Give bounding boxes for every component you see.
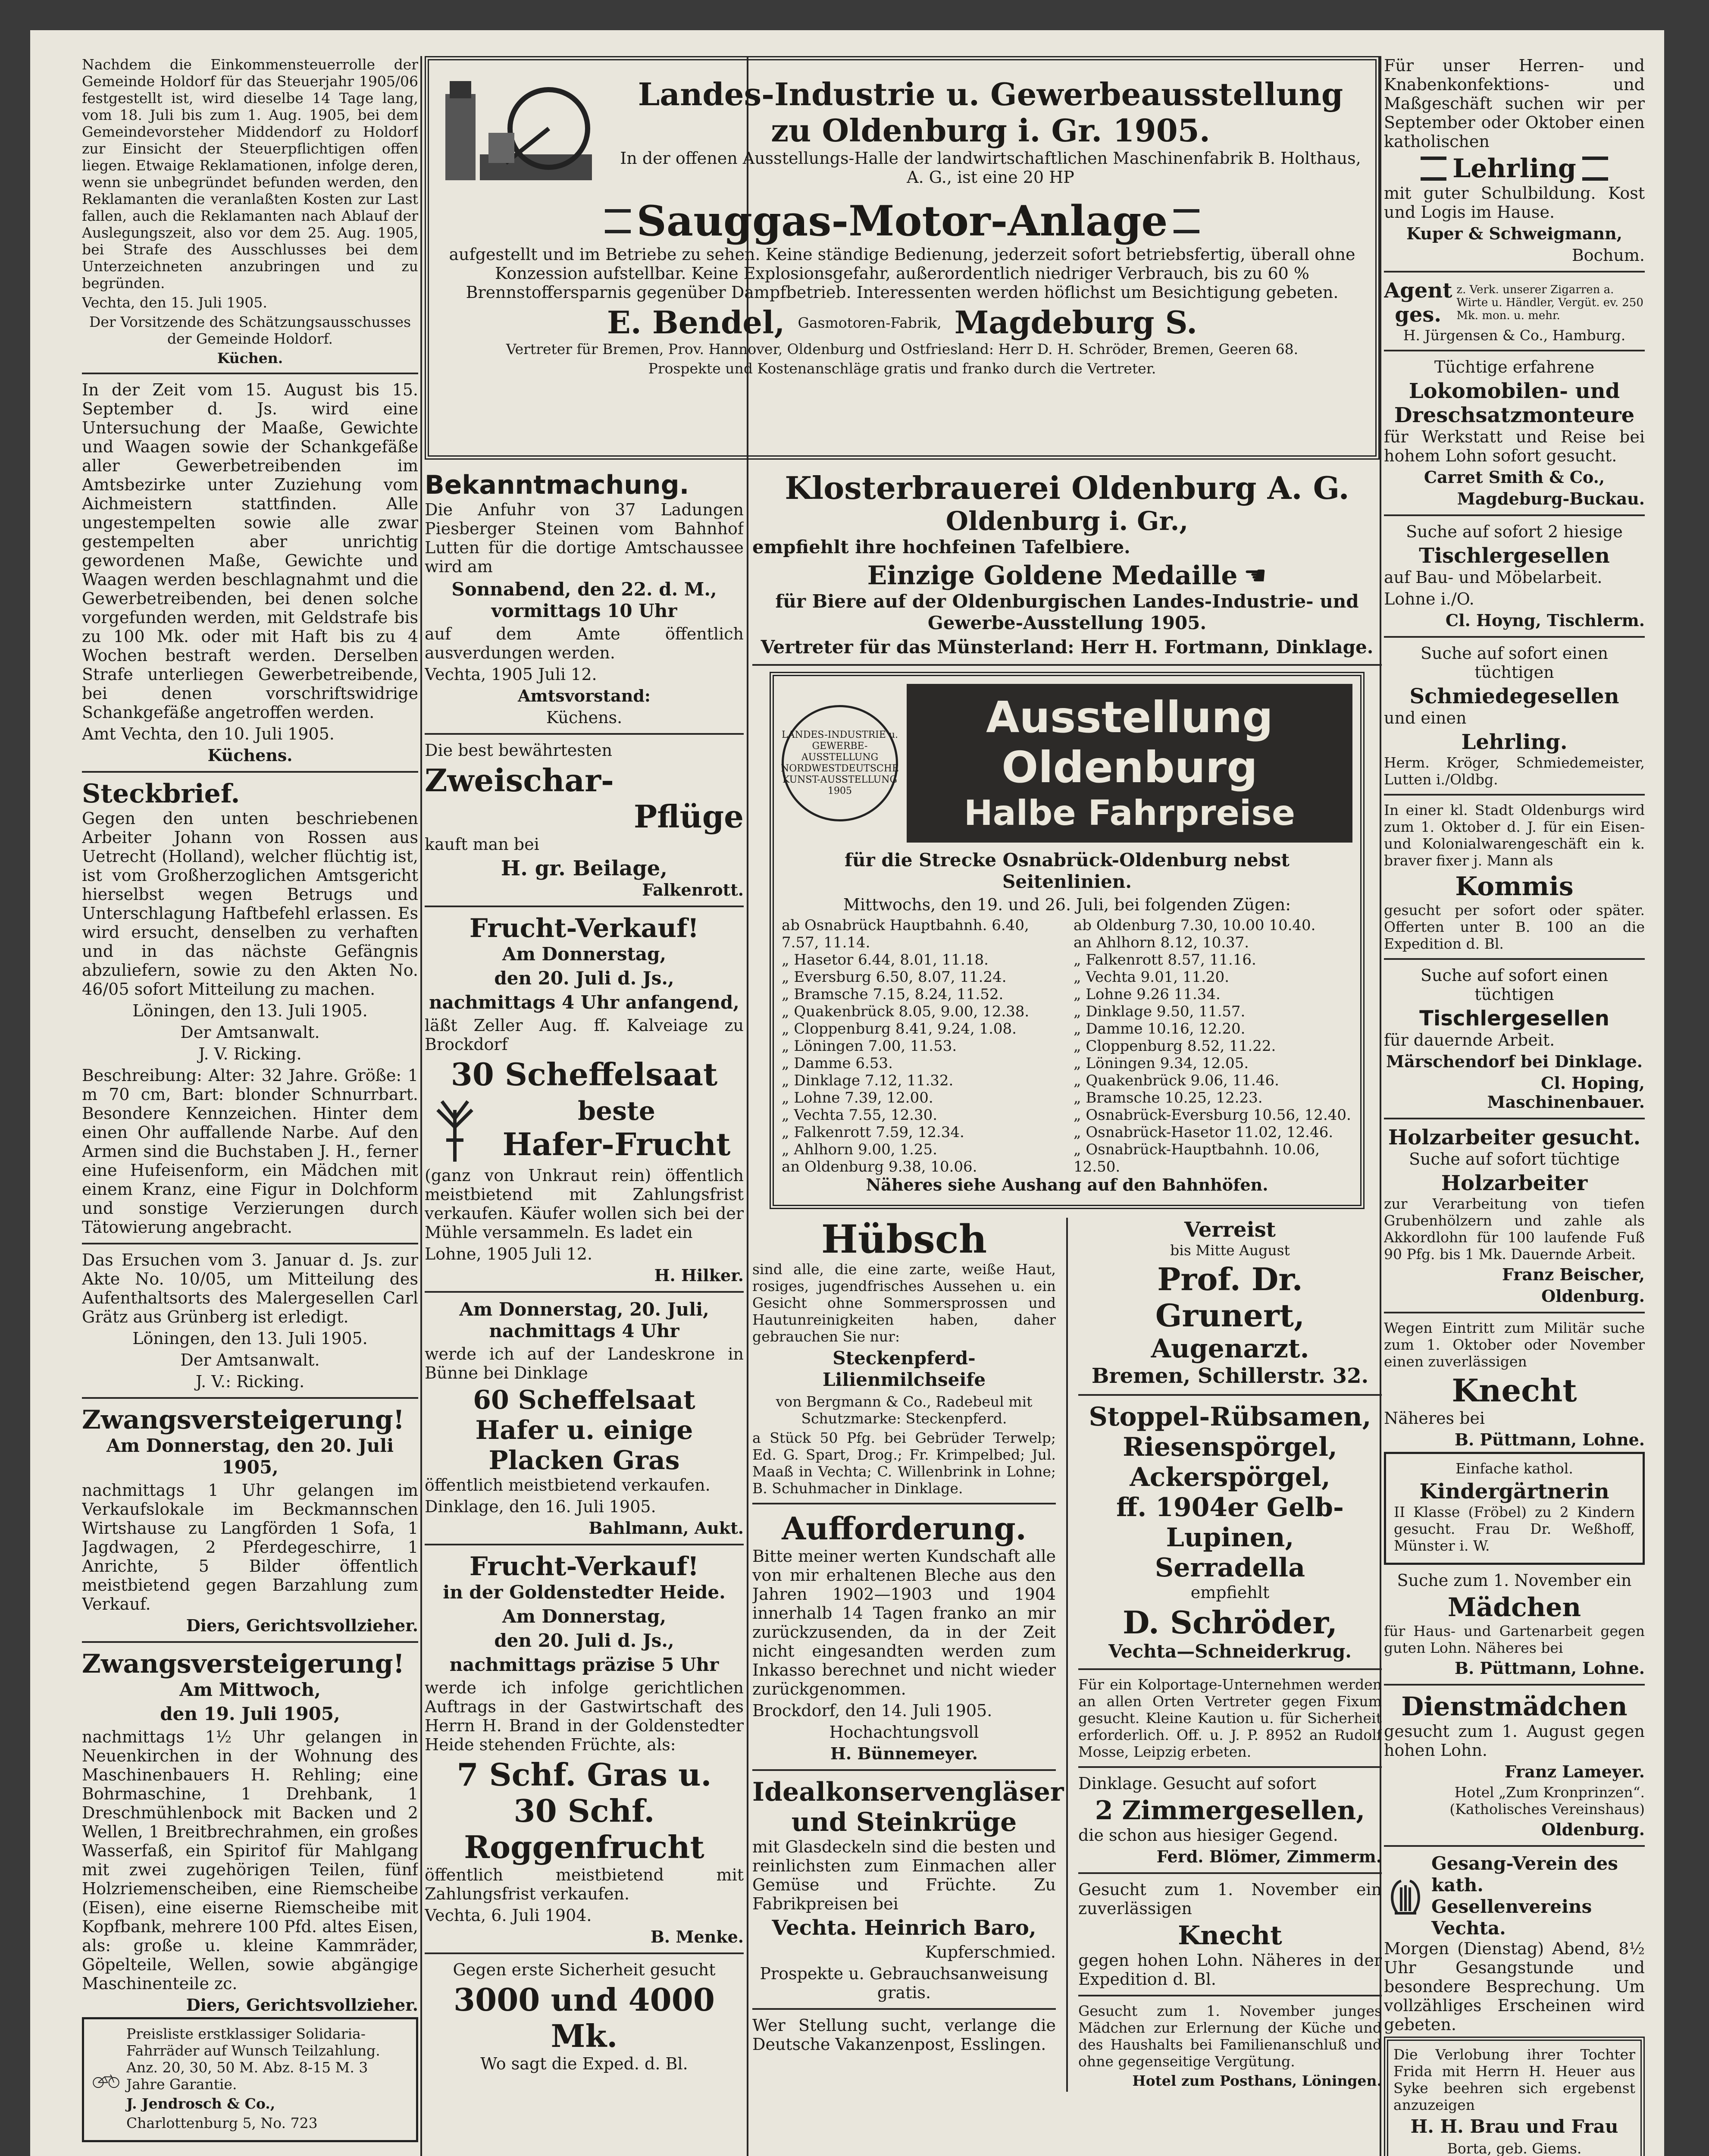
train-heading: Mittwochs, den 19. und 26. Juli, bei folgenden Zügen:	[843, 895, 1291, 914]
notice-text: Nachdem die Einkommensteuerrolle der Gemeinde Holdorf für das Steuerjahr 1905/06 festgestellt ist, wird dieselbe 14 Tage lang, vom 18. Juli bis zum 1. Aug. 1905, bei dem Gemeindevorsteher Middendorf zu Holdorf zur Einsicht der Steuerpflichtigen offen liegen. Etwaige Reklamationen, infolge deren, wenn sie unbegründet befunden werden, den Reklamanten die veranlaßten Kosten zur Last fallen, auch die Reklamanten nach Ablauf der Auslegungszeit, also vor dem 25. Aug. 1905, bei Strafe des Ausschlusses bei dem Unterzeichneten anzubringen und zu begründen.	[82, 56, 418, 291]
column-divider	[420, 56, 422, 2156]
ad-text: Preisliste erstklassiger Solidaria-Fahrräder auf Wunsch Teilzahlung. Anz. 20, 30, 50 M. Abz. 8-15 M. 3 Jahre Garantie.	[126, 2025, 380, 2093]
ad-text: (ganz von Unkraut rein) öffentlich meistbietend mit Zahlungsfrist verkaufen. Käufer wollen sich bei der Mühle versammeln. Es ladet ein	[425, 1166, 744, 1242]
ad-text: Vertreter für Bremen, Prov. Hannover, Oldenburg und Ostfriesland: Herr D. H. Schröder, Bremen, Geeren 68.	[506, 341, 1299, 357]
grunert-role: Augenarzt.	[1151, 1334, 1309, 1364]
fv-date: Vechta, 6. Juli 1904.	[425, 1906, 592, 1925]
fv-signature: H. Hilker.	[654, 1266, 744, 1285]
pflug-title: Pflüge	[634, 798, 744, 835]
ad-text: öffentlich meistbietend verkaufen.	[425, 1476, 711, 1495]
verlobung-box	[1384, 2037, 1645, 2156]
seed-item: Stoppel-Rübsamen,	[1089, 1402, 1371, 1432]
ad-text: Prospekte und Kostenanschläge gratis und franko durch die Vertreter.	[648, 360, 1156, 377]
train-row: ab Osnabrück Hauptbahnh. 6.40, 7.57, 11.14.	[782, 917, 1029, 951]
sauggas-ad	[425, 56, 1380, 460]
verreist-title: Verreist	[1184, 1218, 1276, 1242]
ad-text: Gesucht zum 1. November junges Mädchen zur Erlernung der Küche und des Haushalts bei Familienanschluß und ohne gegenseitige Vergütung.	[1078, 2002, 1382, 2070]
exhibition-title: Landes-Industrie u. Gewerbeausstellung	[638, 76, 1343, 113]
ad-text: Für ein Kolportage-Unternehmen werden an allen Orten Vertreter gegen Fixum gesucht. Kleine Kaution u. für Sicherheit erforderlich. Off. u. J. P. 8952 an Rudolf Mosse, Leipzig erbeten.	[1078, 1676, 1382, 1760]
ad-text: Dinklage. Gesucht auf sofort	[1078, 1774, 1316, 1793]
col3-right	[1078, 1218, 1382, 2092]
ad-signature: B. Püttmann, Lohne.	[1454, 1430, 1645, 1449]
grunert-address: Bremen, Schillerstr. 32.	[1091, 1364, 1369, 1388]
divider	[1078, 1668, 1382, 1670]
fv-date: den 20. Juli d. Js.,	[494, 968, 674, 989]
decorative-bars-icon	[605, 209, 631, 233]
knecht-title: Knecht	[1178, 1921, 1282, 1951]
ad-firm: J. Jendrosch & Co.,	[126, 2095, 275, 2112]
notice-signature: Diers, Gerichtsvollzieher.	[186, 1616, 418, 1635]
train-row: „ Cloppenburg 8.41, 9.24, 1.08.	[782, 1020, 1017, 1037]
fv-amount: 60 Scheffelsaat	[473, 1385, 695, 1415]
ad-text: mit guter Schulbildung. Kost und Logis im Hause.	[1384, 184, 1645, 222]
train-row: „ Cloppenburg 8.52, 11.22.	[1074, 1037, 1276, 1055]
train-row: „ Eversburg 6.50, 8.07, 11.24.	[782, 968, 1007, 986]
notice-text: auf dem Amte öffentlich ausverdungen werden.	[425, 624, 744, 662]
divider	[425, 1544, 744, 1545]
notice-text: nachmittags 1½ Uhr gelangen in Neuenkirchen in der Wohnung des Maschinenbauers H. Rehling; eine Bohrmaschine, 1 Drehbank, 1 Dreschmühlenbock mit Backen und 2 Wellen, 1 Breitbrechrahmen, ein großes Wasserfaß, ein Spiritof für Mahlgang mit zwei zugehörigen Teilen, fünf Holzriemenscheiben, eine Riemscheibe (Eisen), eine eiserne Riemscheibe mit Kopfbank, mehrere 100 Pfd. altes Eisen, als: große u. kleine Kammräder, Göpelteile, Wellen, sowie abgängige Maschinenteile zc.	[82, 1727, 418, 1993]
kloster-city: Oldenburg i. Gr.,	[945, 506, 1189, 536]
notice-signature: J. V. Ricking.	[198, 1044, 302, 1063]
ad-text: Gegen erste Sicherheit gesucht	[453, 1960, 716, 1979]
pflug-title: Zweischar-	[425, 762, 614, 799]
seed-item: Ackerspörgel,	[1130, 1462, 1330, 1492]
tischler-title: Tischlergesellen	[1419, 1006, 1609, 1031]
ad-signature: Herm. Kröger, Schmiedemeister, Lutten i./Oldbg.	[1384, 754, 1645, 788]
schmied-lehrling: Lehrling.	[1461, 730, 1568, 754]
oldenburg-ad-wrapper	[425, 56, 1380, 466]
ausstellung-ad	[770, 672, 1365, 1209]
train-row: „ Falkenrott 8.57, 11.16.	[1074, 951, 1256, 968]
train-row: „ Vechta 9.01, 11.20.	[1074, 968, 1230, 986]
divider	[1384, 1684, 1645, 1686]
train-row: „ Quakenbrück 8.05, 9.00, 12.38.	[782, 1003, 1030, 1020]
kinder-title: Kindergärtnerin	[1419, 1479, 1609, 1504]
train-row: „ Löningen 9.34, 12.05.	[1074, 1055, 1249, 1072]
fv-title: Frucht-Verkauf!	[469, 1551, 699, 1582]
hubsch-title: Hübsch	[821, 1216, 987, 1262]
ad-text: für dauernde Arbeit.	[1384, 1031, 1555, 1050]
notice-signature: Der Amtsanwalt.	[180, 1023, 320, 1042]
ad-city: Märschendorf bei Dinklage.	[1386, 1052, 1643, 1071]
seed-firm: D. Schröder,	[1122, 1604, 1338, 1641]
ad-text: werde ich infolge gerichtlichen Auftrags in der Gastwirtschaft des Herrn H. Brand in der Goldenstedter Heide stehenden Früchte, als:	[425, 1678, 744, 1754]
ad-text: gegen hohen Lohn. Näheres in der Expedition d. Bl.	[1078, 1951, 1382, 1989]
ad-text: II Klasse (Fröbel) zu 2 Kindern gesucht. Frau Dr. Weßhoff, Münster i. W.	[1394, 1504, 1635, 1554]
ad-text: für Haus- und Gartenarbeit gegen guten Lohn. Näheres bei	[1384, 1623, 1645, 1656]
fv-amount: 7 Schf. Gras u.	[457, 1756, 712, 1793]
zimmer-title: 2 Zimmergesellen,	[1095, 1796, 1365, 1826]
fruchtverkauf-2	[425, 1299, 744, 1538]
divider	[425, 1952, 744, 1954]
divider	[425, 733, 744, 735]
ad-text: läßt Zeller Aug. ff. Kalveiage zu Brockdorf	[425, 1016, 744, 1054]
kommis-title: Kommis	[1455, 871, 1574, 902]
ad-text: Suche auf sofort einen tüchtigen	[1420, 644, 1608, 682]
fv-crop: Hafer u. einige	[475, 1415, 693, 1445]
ad-text: kauft man bei	[425, 835, 539, 854]
train-row: „ Osnabrück-Hasetor 11.02, 12.46.	[1074, 1124, 1333, 1141]
fv-date: Dinklage, den 16. Juli 1905.	[425, 1497, 656, 1516]
train-row: „ Bramsche 10.25, 12.23.	[1074, 1089, 1263, 1106]
fv-date: Am Donnerstag,	[502, 943, 667, 965]
ausst-line: Ausstellung	[986, 692, 1273, 743]
ad-text: werde ich auf der Landeskrone in Bünne bei Dinklage	[425, 1344, 744, 1382]
divider	[1384, 1312, 1645, 1313]
ad-text: Suche auf sofort einen tüchtigen	[1420, 966, 1608, 1004]
ad-signature: H. Bünnemeyer.	[830, 1744, 978, 1763]
schmied-title: Schmiedegesellen	[1409, 684, 1619, 708]
ad-text: gesucht per sofort oder später. Offerten unter B. 100 an die Expedition d. Bl.	[1384, 902, 1645, 952]
train-row: „ Osnabrück-Eversburg 10.56, 12.40.	[1074, 1106, 1351, 1124]
column-2	[425, 470, 744, 2156]
divider	[752, 664, 1382, 666]
seed-city: Vechta—Schneiderkrug.	[1108, 1641, 1352, 1662]
notice-text: Die Anfuhr von 37 Ladungen Piesberger Steinen vom Bahnhof Lutten für die dortige Amtschaussee wird am	[425, 500, 744, 576]
ad-text: a Stück 50 Pfg. bei Gebrüder Terwelp; Ed. G. Spart, Drog.; Fr. Krimpelbed; Jul. Maaß in Vechta; C. Willenbrink in Lohne; B. Schuhmacher in Dinklage.	[752, 1429, 1056, 1497]
ad-city: Bochum.	[1571, 246, 1645, 265]
wheat-sheaf-icon	[425, 1093, 485, 1166]
divider	[1384, 514, 1645, 516]
fv-signature: Bahlmann, Aukt.	[588, 1518, 744, 1538]
ad-text: öffentlich meistbietend mit Zahlungsfrist verkaufen.	[425, 1865, 744, 1903]
notice-signature: Der Vorsitzende des Schätzungsausschusses der Gemeinde Holdorf.	[89, 313, 411, 347]
fahrrad-ad	[82, 2017, 418, 2142]
ad-signature: Borta, geb. Giems.	[1447, 2140, 1582, 2156]
ad-text: Näheres bei	[1384, 1409, 1485, 1428]
ad-signature: B. Püttmann, Lohne.	[1454, 1658, 1645, 1678]
train-row: „ Vechta 7.55, 12.30.	[782, 1106, 938, 1124]
notice-text: Das Ersuchen vom 3. Januar d. Js. zur Akte No. 10/05, um Mitteilung des Aufenthaltsorts des Malergesellen Carl Grätz aus Grünberg ist erledigt.	[82, 1250, 418, 1326]
tischler-title: Tischlergesellen	[1419, 544, 1610, 568]
kloster-title: Klosterbrauerei Oldenburg A. G.	[785, 470, 1349, 506]
zwang2	[82, 1679, 418, 2015]
fv-crop: Hafer-Frucht	[502, 1126, 731, 1163]
ad-text: Vertreter für das Münsterland: Herr H. Fortmann, Dinklage.	[761, 636, 1374, 658]
divider	[1078, 1394, 1382, 1396]
bekanntmachung-title: Bekanntmachung.	[425, 470, 689, 500]
ad-firm: Franz Beischer,	[1502, 1265, 1645, 1284]
monteure-title: Dreschsatzmonteure	[1394, 403, 1635, 427]
ad-text: Tüchtige erfahrene	[1434, 357, 1595, 376]
divider	[82, 1243, 418, 1244]
notice-signature: Amtsvorstand:	[518, 686, 651, 705]
agent-title: Agent ges.	[1384, 279, 1452, 327]
holz-big: Holzarbeiter	[1441, 1171, 1588, 1195]
train-row: „ Lohne 7.39, 12.00.	[782, 1089, 933, 1106]
divider	[1384, 794, 1645, 796]
fv-location: in der Goldenstedter Heide.	[443, 1582, 726, 1603]
ideal-firm: Vechta. Heinrich Baro,	[772, 1916, 1036, 1940]
column-4	[1384, 56, 1645, 2156]
column-3	[752, 470, 1382, 2156]
sicherheit-ad	[425, 1960, 744, 2073]
fv-signature: B. Menke.	[650, 1927, 744, 1946]
zwang-date: Am Donnerstag, den 20. Juli 1905,	[106, 1435, 394, 1478]
kindergaertnerin-ad	[1384, 1452, 1645, 1565]
lyre-emblem-icon	[1384, 1874, 1427, 1918]
sauggas-title: Sauggas-Motor-Anlage	[636, 197, 1168, 245]
train-timetable	[782, 917, 1352, 1175]
notice-date: Löningen, den 13. Juli 1905.	[132, 1001, 368, 1020]
divider	[752, 2008, 1056, 2010]
ad-text: Prospekte u. Gebrauchsanweisung gratis.	[760, 1964, 1049, 2002]
ad-signature: Ferd. Blömer, Zimmerm.	[1156, 1847, 1382, 1866]
fruchtverkauf-1	[425, 913, 744, 1285]
train-row: ab Oldenburg 7.30, 10.00 10.40.	[1074, 917, 1316, 934]
aufforderung-title: Aufforderung.	[782, 1510, 1027, 1547]
ad-signature: Cl. Hoping, Maschinenbauer.	[1487, 1073, 1645, 1112]
notice-signature: Küchens.	[207, 746, 293, 765]
train-row: an Oldenburg 9.38, 10.06.	[782, 1158, 977, 1175]
maedchen-title: Mädchen	[1447, 1592, 1581, 1623]
ad-text: empfiehlt	[1190, 1583, 1270, 1602]
train-row: „ Dinklage 9.50, 11.57.	[1074, 1003, 1246, 1020]
decorative-bars-icon	[1582, 157, 1608, 181]
ad-city: Oldenburg.	[1541, 1286, 1645, 1306]
ad-signature: Hotel zum Posthans, Löningen.	[1132, 2072, 1382, 2089]
seed-item: ff. 1904er Gelb-Lupinen,	[1116, 1492, 1344, 1553]
divider	[752, 1503, 1056, 1504]
ausst-line: Oldenburg	[1002, 742, 1258, 793]
divider	[1078, 1872, 1382, 1874]
fv-date: Am Donnerstag, 20. Juli, nachmittags 4 Uhr	[459, 1299, 709, 1341]
ad-text: Suche auf sofort 2 hiesige	[1406, 522, 1623, 541]
ad-city: Oldenburg.	[1541, 1820, 1645, 1839]
train-row: „ Ahlhorn 9.00, 1.25.	[782, 1141, 937, 1158]
ad-text: für Biere auf der Oldenburgischen Landes-Industrie- und Gewerbe-Ausstellung 1905.	[775, 591, 1359, 633]
notice-text: In der Zeit vom 15. August bis 15. September d. Js. wird eine Untersuchung der Maaße, Gewichte und Waagen sowie der Schankgefäße aller Gewerbetreibenden im Amtsbezirke unter Zuziehung vom Aichmeistern stattfinden. Alle ungestempelten sowie alle zwar gestempelten aber unrichtig gewordenen Maße, Gewichte und Waagen werden beschlagnahmt und die Gewerbetreibenden, bei denen solche vorgefunden werden, mit Geldstrafe bis zu 100 Mk. oder mit Haft bis zu 4 Wochen bestraft werden. Derselben Strafe unterliegen Gewerbetreibende, bei denen vorschriftswidrige Schankgefäße angetroffen werden.	[82, 380, 418, 722]
ad-text: Bitte meiner werten Kundschaft alle von mir erhaltenen Bleche aus den Jahren 1902—1903 und 1904 innerhalb 14 Tagen franko an mir zurückzusenden, da in der Zeit nicht eingesandten werden zum Inkasso berechnet und nicht wieder zurückgenommen.	[752, 1547, 1056, 1698]
divider	[1384, 636, 1645, 638]
ad-text: Einfache kathol.	[1455, 1460, 1573, 1477]
ad-text: empfiehlt ihre hochfeinen Tafelbiere.	[752, 536, 1130, 558]
divider	[1078, 1995, 1382, 1996]
eich-notice	[82, 380, 418, 765]
train-left-col	[782, 917, 1061, 1175]
notice-text: Beschreibung: Alter: 32 Jahre. Größe: 1 m 70 cm, Bart: blonder Schnurrbart. Besondere Kennzeichen. Hinter dem einen Ohr auffallende Narbe. Auf den Armen sind die Buchstaben J. H., ferner eine Hufeisenform, ein Mädchen mit einem Kranz, eine Figur in Dolchform und sonstige Verzierungen durch Tätowierung angebracht.	[82, 1066, 418, 1237]
ad-text: auf Bau- und Möbelarbeit.	[1384, 568, 1603, 587]
ad-text: die schon aus hiesiger Gegend.	[1078, 1826, 1338, 1845]
divider	[82, 373, 418, 374]
ad-text: für Werkstatt und Reise bei hohem Lohn sofort gesucht.	[1384, 427, 1645, 465]
ad-city: Lohne i./O.	[1384, 589, 1474, 608]
divider	[1384, 958, 1645, 960]
sicherheit-amount: 3000 und 4000 Mk.	[454, 1981, 715, 2054]
ad-firm: Kuper & Schweigmann,	[1406, 224, 1622, 243]
seed-item: Serradella	[1155, 1553, 1305, 1583]
seed-item: Riesenspörgel,	[1123, 1432, 1337, 1462]
pflug-dealer: H. gr. Beilage,	[501, 856, 668, 881]
ad-text: z. Verk. unserer Zigarren a. Wirte u. Händler, Vergüt. ev. 250 Mk. mon. u. mehr.	[1456, 283, 1643, 322]
fv-date: Lohne, 1905 Juli 12.	[425, 1244, 593, 1263]
ad-firm: Hotel „Zum Kronprinzen“. (Katholisches Vereinshaus)	[1449, 1784, 1645, 1818]
bekanntmachung	[425, 500, 744, 727]
ad-text: Hochachtungsvoll	[829, 1723, 979, 1742]
fv-date: Am Donnerstag,	[502, 1606, 667, 1627]
divider	[82, 1641, 418, 1643]
train-footer: Näheres siehe Aushang auf den Bahnhöfen.	[866, 1175, 1268, 1194]
ad-signature: Cl. Hoyng, Tischlerm.	[1445, 611, 1645, 630]
notice-date: Vechta, 1905 Juli 12.	[425, 665, 597, 684]
notice-text: nachmittags 1 Uhr gelangen im Verkaufslokale im Beckmannschen Wirtshause zu Langförden 1 Sofa, 1 Jagdwagen, 2 Pferdegeschirre, 1 Anrichte, 5 Bilder öffentlich meistbietend gegen Barzahlung zum Verkauf.	[82, 1481, 418, 1614]
train-row: „ Quakenbrück 9.06, 11.46.	[1074, 1072, 1279, 1089]
ad-text: Wer Stellung sucht, verlange die Deutsche Vakanzenpost, Esslingen.	[752, 2016, 1056, 2054]
fruchtverkauf-3	[425, 1551, 744, 1946]
fv-title: Frucht-Verkauf!	[469, 913, 699, 943]
ad-text: gesucht zum 1. August gegen hohen Lohn.	[1384, 1722, 1645, 1760]
divider	[425, 906, 744, 907]
hubsch-product: Steckenpferd-Lilienmilchseife	[822, 1348, 986, 1390]
steckbrief	[82, 809, 418, 1237]
ad-text: Die Verlobung ihrer Tochter Frida mit Herrn H. Heuer aus Syke beehren sich ergebenst anzuzeigen	[1393, 2046, 1635, 2113]
notice-date: Sonnabend, den 22. d. M., vormittags 10 Uhr	[451, 579, 717, 621]
ad-text: sind alle, die eine zarte, weiße Haut, rosiges, jugendfrisches Aussehen u. ein Gesicht ohne Sommersprossen und Hautunreinigkeiten haben, daher gebrauchen Sie nur:	[752, 1261, 1056, 1345]
pointing-hand-icon: ☚	[1243, 561, 1267, 591]
ad-text: Wo sagt die Exped. d. Bl.	[480, 2054, 688, 2073]
divider	[82, 771, 418, 773]
decorative-bars-icon	[1421, 157, 1446, 181]
bendel-name: E. Bendel,	[607, 304, 785, 341]
train-row: „ Damme 6.53.	[782, 1055, 893, 1072]
train-row: „ Osnabrück-Hauptbahnh. 10.06, 12.50.	[1074, 1141, 1320, 1175]
train-row: „ Bramsche 7.15, 8.24, 11.52.	[782, 986, 1004, 1003]
ideal-title: und Steinkrüge	[791, 1807, 1017, 1837]
monteure-title: Lokomobilen- und	[1409, 379, 1620, 403]
fv-date: nachmittags präzise 5 Uhr	[449, 1654, 719, 1675]
klosterbrauerei-ad	[752, 470, 1382, 658]
divider	[1078, 1766, 1382, 1768]
verreist-sub: bis Mitte August	[1170, 1242, 1290, 1259]
column-divider	[1066, 1218, 1068, 2092]
ad-date: Brockdorf, den 14. Juli 1905.	[752, 1701, 992, 1720]
engine-illustration-icon	[437, 68, 601, 197]
notice-signature: J. V.: Ricking.	[195, 1372, 305, 1391]
bendel-city: Magdeburg S.	[954, 304, 1198, 341]
divider	[82, 1397, 418, 1399]
newspaper-page	[30, 30, 1664, 2156]
notice-signature: Der Amtsanwalt.	[180, 1351, 320, 1369]
ad-text: mit Glasdeckeln sind die besten und reinlichsten zum Einmachen aller Gemüse und Früchte. Zu Fabrikpreisen bei	[752, 1837, 1056, 1913]
bendel-sub: Gasmotoren-Fabrik,	[798, 314, 942, 331]
divider	[752, 1769, 1056, 1771]
ad-text: Für unser Herren- und Knabenkonfektions- und Maßgeschäft suchen wir per September oder Oktober einen katholischen	[1384, 56, 1645, 151]
divider	[1384, 1118, 1645, 1119]
zwang1-title: Zwangsversteigerung!	[82, 1405, 405, 1435]
notice-text: Gegen den unten beschriebenen Arbeiter Johann von Rossen aus Uetrecht (Holland), welcher flüchtig ist, ist vom Großherzoglichen Amtsgericht hierselbst wegen Betrugs und Unterschlagung Haftbefehl erlassen. Es wird ersucht, denselben zu verhaften und in das nächste Gefängnis abzuliefern, sowie zu den Akten No. 46/05 sofort Mitteilung zu machen.	[82, 809, 418, 999]
pflug-ad	[425, 741, 744, 899]
notice-signature: Küchen.	[217, 350, 283, 367]
fv-crop: Placken Gras	[488, 1445, 680, 1476]
sauggas-banner	[437, 197, 1368, 245]
holdorf-notice	[82, 56, 418, 367]
grunert-name: Prof. Dr. Grunert,	[1155, 1261, 1305, 1334]
fv-quality: beste	[578, 1096, 655, 1126]
train-row: „ Damme 10.16, 12.20.	[1074, 1020, 1246, 1037]
steckbrief-title: Steckbrief.	[82, 779, 240, 809]
ad-firm: Carret Smith & Co.,	[1424, 467, 1605, 487]
fv-amount: 30 Schf.	[513, 1792, 655, 1829]
knecht-title: Knecht	[1452, 1372, 1577, 1409]
ad-city: Magdeburg-Buckau.	[1457, 489, 1645, 508]
fv-amount: 30 Scheffelsaat	[451, 1056, 718, 1093]
column-1	[82, 56, 418, 2156]
ad-text: Morgen (Dienstag) Abend, 8½ Uhr Gesangstunde und besondere Besprechung. Um vollzähliges Erscheinen wird gebeten.	[1384, 1939, 1645, 2034]
ideal-firm-sub: Kupferschmied.	[925, 1943, 1056, 1962]
notice-date: Amt Vechta, den 10. Juli 1905.	[82, 724, 335, 743]
divider	[425, 1291, 744, 1293]
ad-text: Suche auf sofort tüchtige	[1409, 1150, 1620, 1169]
train-row: „ Falkenrott 7.59, 12.34.	[782, 1124, 964, 1141]
zwang1	[82, 1435, 418, 1635]
ad-text: Suche zum 1. November ein	[1397, 1571, 1632, 1590]
notice-date: Vechta, den 15. Juli 1905.	[82, 294, 267, 311]
notice-date: Löningen, den 13. Juli 1905.	[132, 1329, 368, 1348]
exhibition-subtitle: zu Oldenburg i. Gr. 1905.	[771, 112, 1210, 149]
pflug-city: Falkenrott.	[642, 880, 744, 899]
train-right-col	[1074, 917, 1352, 1175]
gesang-title: Gesang-Verein des kath. Gesellenvereins Vechta.	[1431, 1853, 1618, 1939]
divider	[1384, 1845, 1645, 1847]
train-row: an Ahlhorn 8.12, 10.37.	[1074, 934, 1249, 951]
ad-text: Wegen Eintritt zum Militär suche zum 1. Oktober oder November einen zuverlässigen	[1384, 1319, 1645, 1370]
train-row: „ Hasetor 6.44, 8.01, 11.18.	[782, 951, 989, 968]
train-row: „ Dinklage 7.12, 11.32.	[782, 1072, 954, 1089]
ideal-title: Idealkonservengläser	[752, 1777, 1064, 1807]
ad-text: von Bergmann & Co., Radebeul mit Schutzmarke: Steckenpferd.	[776, 1393, 1033, 1427]
holz-title: Holzarbeiter gesucht.	[1388, 1125, 1641, 1150]
fv-crop: Roggenfrucht	[464, 1829, 704, 1865]
ausst-line: Halbe Fahrpreise	[964, 793, 1296, 833]
ad-firm: H. Jürgensen & Co., Hamburg.	[1403, 327, 1626, 344]
notice-signature: Küchens.	[546, 708, 623, 727]
train-heading: für die Strecke Osnabrück-Oldenburg nebst Seitenlinien.	[845, 849, 1290, 892]
train-row: „ Löningen 7.00, 11.53.	[782, 1037, 957, 1055]
kloster-medal: Einzige Goldene Medaille	[867, 561, 1238, 591]
emblem-text: LANDES-INDUSTRIE u. GEWERBE-AUSSTELLUNG NORDWESTDEUTSCHE KUNST-AUSSTELLUNG 1905	[781, 730, 899, 796]
ad-firm: Franz Lameyer.	[1504, 1762, 1645, 1781]
ad-text: Die best bewährtesten	[425, 741, 612, 760]
zwang-date: Am Mittwoch,	[179, 1679, 321, 1700]
notice-signature: Diers, Gerichtsvollzieher.	[186, 1995, 418, 2015]
ad-text: und einen	[1384, 708, 1467, 727]
decorative-bars-icon	[1174, 209, 1199, 233]
zwang-date: den 19. Juli 1905,	[160, 1703, 340, 1724]
ad-text: aufgestellt und im Betriebe zu sehen. Keine ständige Bedienung, jederzeit sofort betriebsfertig, überall ohne Konzession aufstellbar. Keine Explosionsgefahr, außerordentlich niedriger Verbrauch, bis zu 60 % Brennstoffersparnis gegenüber Dampfbetrieb. Interessenten werden höflichst um Besichtigung gebeten.	[449, 245, 1355, 302]
ad-text: In einer kl. Stadt Oldenburgs wird zum 1. Oktober d. J. für ein Eisen- und Kolonialwarengeschäft ein k. braver fixer j. Mann als	[1384, 802, 1645, 869]
dienst-title: Dienstmädchen	[1401, 1692, 1628, 1722]
zwang2-title: Zwangsversteigerung!	[82, 1649, 405, 1679]
ad-signature: H. H. Brau und Frau	[1410, 2116, 1618, 2137]
ad-text: Gesucht zum 1. November ein zuverlässigen	[1078, 1880, 1382, 1918]
exhibition-emblem	[782, 705, 898, 821]
divider	[1384, 271, 1645, 273]
ad-city: Charlottenburg 5, No. 723	[126, 2115, 318, 2131]
divider	[1384, 350, 1645, 351]
ad-text: In der offenen Ausstellungs-Halle der landwirtschaftlichen Maschinenfabrik B. Holthaus, A. G., ist eine 20 HP	[620, 149, 1361, 187]
col3-left	[752, 1216, 1064, 2092]
fv-date: nachmittags 4 Uhr anfangend,	[429, 992, 739, 1013]
ad-text: zur Verarbeitung von tiefen Grubenhölzern und zahle als Akkordlohn für 100 laufende Fuß 90 Pfg. bis 1 Mk. Dauernde Arbeit.	[1384, 1195, 1645, 1263]
bicycle-icon	[92, 2054, 120, 2106]
fv-date: den 20. Juli d. Js.,	[494, 1630, 674, 1651]
lehrling-title: Lehrling	[1452, 154, 1576, 184]
ersuchen-notice	[82, 1250, 418, 1391]
train-row: „ Lohne 9.26 11.34.	[1074, 986, 1221, 1003]
